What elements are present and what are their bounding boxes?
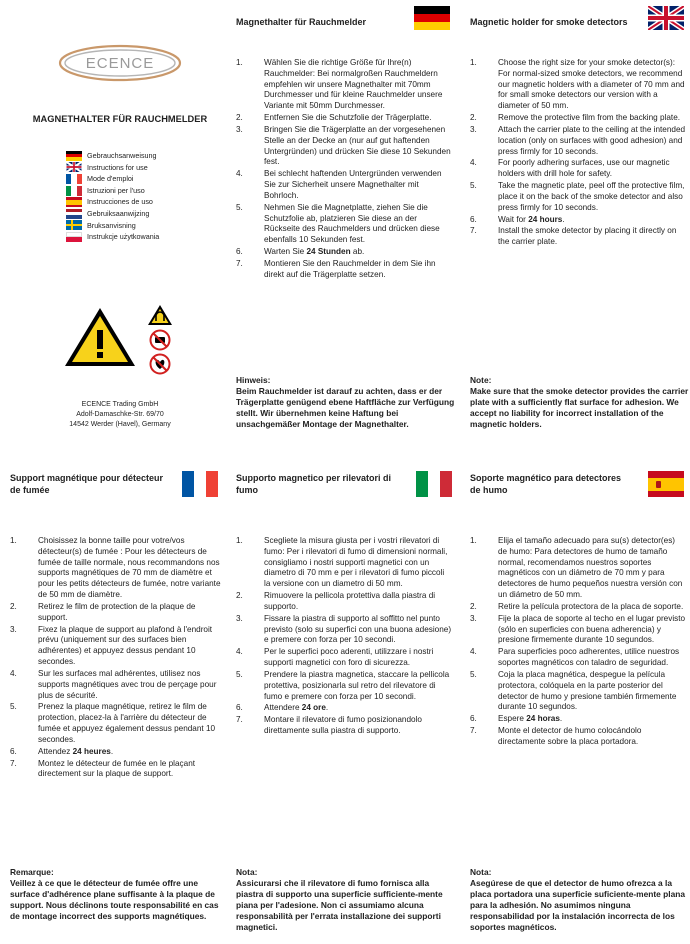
it-step-5: [236, 670, 452, 702]
uk-flag-icon: [648, 6, 684, 30]
language-label: Bruksanvisning: [87, 220, 136, 230]
step-text: Para superficies poco adherentes, utilice nuestros soportes magnéticos con taladro de seguridad.: [498, 647, 680, 668]
fr-step-2: [10, 602, 226, 624]
es-note-text: Asegúrese de que el detector de humo ofrezca a la placa portadora una superficie suficiente-mente plana para la adhesión. No asumimos ninguna responsabilidad por la instalación incorrecta de los soportes magnéticos.: [470, 878, 686, 933]
step-text: Entfernen Sie die Schutzfolie der Trägerplatte.: [264, 113, 432, 123]
step-number: 2.: [470, 113, 477, 123]
step-number: 2.: [10, 601, 17, 611]
uk-flag-icon: [66, 162, 82, 172]
german-flag-icon: [414, 6, 450, 30]
company-city: 14542 Werder (Havel), Germany: [69, 421, 171, 429]
es-step-3: [470, 614, 686, 646]
fr-step-5: [10, 702, 226, 745]
step-text: Montieren Sie den Rauchmelder in dem Sie ihn direkt auf die Trägerplatte setzen.: [264, 258, 436, 279]
fr-note-label: Remarque:: [10, 867, 54, 877]
step-text: Choisissez la bonne taille pour votre/vos détecteur(s) de fumée : Pour les détecteurs de fumée de taille normale, nous recommandons nos supports magnétiques de 70 mm de diamètre et pour les petits détecteurs de fumée, notre variante de 50 mm de diamètre.: [38, 536, 221, 600]
it-step-1: [236, 536, 452, 590]
step-text-post: .: [325, 703, 329, 713]
product-heading: MAGNETHALTER FÜR RAUCHMELDER: [32, 114, 208, 124]
step-number: 2.: [470, 601, 477, 611]
step-number: 7.: [10, 758, 17, 768]
fr-step-6: [10, 747, 226, 758]
step-number: 6.: [236, 703, 243, 713]
step-number: 1.: [10, 536, 17, 545]
fr-title: Support magnétique pour détecteur de fumée: [10, 473, 164, 495]
de-note-text: Beim Rauchmelder ist darauf zu achten, dass er der Trägerplatte genügend ebene Haftfläche zur Verfügung stellt. Wir übernehmen keine Haftung bei unsachgemäßer Montage der Magnethalter.: [236, 386, 455, 430]
step-text: Prenez la plaque magnétique, retirez le film de protection, placez-la à l'arrière du détecteur de fumée et appuyez également dessus pendant 10 secondes.: [38, 702, 216, 744]
ecence-logo: [58, 44, 182, 82]
en-note-label: Note:: [470, 375, 492, 385]
no-pacemaker-icon: [149, 329, 171, 351]
no-implant-icon: [149, 353, 171, 375]
step-text: Bei schlecht haftenden Untergründen verwenden Sie zur Sicherheit unsere Magnethalter mit Bohrloch.: [264, 169, 442, 200]
step-text: Per le superfici poco aderenti, utilizzare i nostri supporti magnetici con foro di sicurezza.: [264, 647, 434, 668]
en-steps-list: [470, 58, 686, 249]
es-step-2: [470, 602, 686, 613]
step-number: 4.: [470, 647, 477, 657]
es-step-6: [470, 714, 686, 725]
language-item-it: [66, 185, 216, 197]
es-step-5: [470, 670, 686, 713]
it-steps-list: [236, 536, 452, 738]
language-item-gb: [66, 162, 216, 174]
magnet-field-icon: [147, 304, 173, 326]
step-number: 3.: [236, 124, 243, 134]
es-note-label: Nota:: [470, 867, 492, 877]
step-text: Montez le détecteur de fumée en le plaçant directement sur la plaque de support.: [38, 758, 196, 779]
de-step-7: [236, 259, 452, 281]
language-label: Instructions for use: [87, 162, 148, 172]
step-number: 2.: [236, 591, 243, 601]
step-text: Monte el detector de humo colocándolo directamente sobre la placa portadora.: [498, 726, 642, 746]
step-number: 7.: [470, 726, 477, 736]
step-number: 6.: [470, 714, 477, 724]
it-note: [236, 867, 456, 934]
step-text-bold: 24 horas: [526, 714, 560, 724]
step-text: Fixez la plaque de support au plafond à l'endroit prévu (uniquement sur des surfaces bien adhérentes) et appuyez dessus pendant 10 secondes.: [38, 624, 213, 667]
italian-flag-icon: [66, 186, 82, 196]
en-step-4: [470, 158, 686, 180]
french-flag-icon: [182, 471, 218, 497]
polish-flag-icon: [66, 232, 82, 242]
step-number: 5.: [236, 202, 243, 212]
it-step-2: [236, 591, 452, 613]
fr-step-1: [10, 536, 226, 601]
step-text: Scegliete la misura giusta per i vostri rilevatori di fumo: Per i rilevatori di fumo di dimensioni normali, consigliamo i nostri supporti magnetici con un diametro di 70 mm e per i rilevatori di fumo piccoli la versione con un diametro di 50 mm.: [264, 536, 448, 589]
language-item-es: [66, 196, 216, 208]
step-number: 2.: [236, 113, 243, 123]
step-text: Sur les surfaces mal adhérentes, utilisez nos supports magnétiques avec trou de perçage pour plus de sécurité.: [38, 668, 217, 700]
it-step-6: [236, 703, 452, 714]
it-step-3: [236, 614, 452, 646]
step-text: Fije la placa de soporte al techo en el lugar previsto (sólo en superficies con buena adherencia) y presione firmemente durante 10 segundos.: [498, 613, 686, 645]
step-text: Take the magnetic plate, peel off the protective film, place it on the back of the smoke detector and also press firmly for 10 seconds.: [498, 181, 685, 212]
step-text: Fissare la piastra di supporto al soffitto nel punto previsto (solo su superfici con una buona adesione) e premere con forza per 10 secondi.: [264, 613, 452, 645]
spanish-flag-icon: [66, 197, 82, 207]
logo-text: ECENCE: [85, 55, 155, 72]
step-number: 4.: [470, 158, 477, 168]
italian-flag-icon: [416, 471, 452, 497]
step-number: 6.: [470, 214, 477, 224]
de-step-5: [236, 203, 452, 246]
step-text-bold: 24 heures: [72, 746, 111, 756]
es-step-7: [470, 726, 686, 748]
step-number: 5.: [10, 702, 17, 712]
step-number: 4.: [236, 169, 243, 179]
step-number: 6.: [10, 746, 17, 756]
company-name: ECENCE Trading GmbH: [81, 401, 159, 408]
fr-steps-list: [10, 536, 226, 781]
step-number: 4.: [236, 647, 243, 657]
german-flag-icon: [66, 151, 82, 161]
es-step-1: [470, 536, 686, 601]
fr-note: [10, 867, 230, 922]
en-step-7: [470, 226, 686, 248]
language-list: [66, 150, 216, 243]
step-number: 4.: [10, 668, 17, 678]
language-label: Gebruiksaanwijzing: [87, 209, 150, 219]
step-text: Rimuovere la pellicola protettiva dalla piastra di supporto.: [264, 591, 436, 611]
fr-step-4: [10, 669, 226, 701]
step-number: 1.: [470, 536, 477, 545]
en-step-6: [470, 215, 686, 226]
step-text-post: .: [110, 746, 114, 756]
en-note-text: Make sure that the smoke detector provides the carrier plate with a sufficiently flat surface for adhesion. We accept no liability for incorrect installation of the magnetic holders.: [470, 386, 689, 430]
de-note: [236, 375, 456, 430]
step-text-pre: Attendez: [38, 746, 73, 756]
step-number: 3.: [470, 124, 477, 134]
language-label: Gebrauchsanweisung: [87, 151, 157, 161]
step-text: Retirez le film de protection de la plaque de support.: [38, 601, 196, 622]
step-text: Coja la placa magnética, despegue la película protectora, colóquela en la parte posterior del detector de humo y presione también firmemente durante 10 segundos.: [498, 669, 677, 712]
language-item-pl: [66, 231, 216, 243]
step-text-post: ab.: [350, 247, 365, 257]
language-label: Mode d'emploi: [87, 174, 134, 184]
company-address: [40, 400, 200, 430]
it-title: Supporto magnetico per rilevatori di fumo: [236, 473, 392, 495]
step-text: Elija el tamaño adecuado para su(s) detector(es) de humo: Para detectores de humo de tamaño normal, recomendamos nuestros soportes magnéticos con un diámetro de 70 mm y para detectores de humo pequeños nuestra versión con un diámetro de 50 mm.: [498, 536, 683, 600]
step-text-bold: 24 Stunden: [306, 247, 351, 257]
warning-triangle-icon: [62, 305, 138, 369]
de-step-6: [236, 247, 452, 258]
step-text: Prendere la piastra magnetica, staccare la pellicola protettiva, posizionarla sul retro del rilevatore di fumo e premere con forza per 10 secondi.: [264, 669, 450, 701]
es-title: Soporte magnético para detectores de humo: [470, 473, 622, 495]
en-note: [470, 375, 690, 430]
language-item-se: [66, 220, 216, 232]
step-text-bold: 24 ore: [301, 703, 326, 713]
step-text: Install the smoke detector by placing it directly on the carrier plate.: [498, 226, 677, 247]
french-flag-icon: [66, 174, 82, 184]
step-number: 6.: [236, 247, 243, 257]
step-number: 1.: [470, 58, 477, 67]
language-label: Instrucciones de uso: [87, 197, 153, 207]
step-text-bold: 24 hours: [528, 214, 563, 224]
de-title: Magnethalter für Rauchmelder: [236, 17, 367, 27]
it-step-7: [236, 715, 452, 737]
step-text: Retire la película protectora de la placa de soporte.: [498, 601, 684, 611]
step-number: 3.: [470, 613, 477, 623]
it-step-4: [236, 647, 452, 669]
step-text-pre: Espere: [498, 714, 527, 724]
step-text: Wählen Sie die richtige Größe für Ihre(n) Rauchmelder: Bei normalgroßen Rauchmeldern empfehlen wir unsere Magnethalter mit 70mm Durchmesser und für kleine Rauchmelder unsere Variante mit 50mm Durchmesser.: [264, 58, 443, 111]
it-note-label: Nota:: [236, 867, 258, 877]
de-step-3: [236, 125, 452, 168]
es-step-4: [470, 647, 686, 669]
step-number: 3.: [10, 624, 17, 634]
de-step-2: [236, 113, 452, 124]
swedish-flag-icon: [66, 220, 82, 230]
de-step-1: [236, 58, 452, 112]
language-item-fr: [66, 173, 216, 185]
language-item-nl: [66, 208, 216, 220]
step-text-pre: Attendere: [264, 703, 302, 713]
en-step-5: [470, 181, 686, 213]
en-step-1: [470, 58, 686, 112]
en-step-3: [470, 125, 686, 157]
spanish-flag-icon: [648, 471, 684, 497]
step-number: 5.: [236, 669, 243, 679]
step-text-post: .: [562, 214, 565, 224]
step-text: Bringen Sie die Trägerplatte an der vorgesehenen Stelle an der Decke an (nur auf gut haftenden Untergründen) und drücken Sie diese 10 Sekunden fest.: [264, 124, 451, 167]
step-text: Montare il rilevatore di fumo posizionandolo direttamente sulla piastra di supporto.: [264, 715, 422, 736]
step-number: 7.: [236, 715, 243, 725]
fr-step-7: [10, 759, 226, 781]
step-number: 5.: [470, 181, 477, 191]
language-label: Istruzioni per l'uso: [87, 185, 145, 195]
step-text-post: .: [559, 714, 563, 724]
step-number: 3.: [236, 613, 243, 623]
step-text: Remove the protective film from the backing plate.: [498, 113, 681, 123]
es-steps-list: [470, 536, 686, 749]
de-step-4: [236, 169, 452, 201]
de-steps-list: [236, 58, 452, 282]
language-item-de: [66, 150, 216, 162]
step-text: Choose the right size for your smoke detector(s): For normal-sized smoke detectors, we recommend our magnetic holders with a diameter of 70 mm and for small smoke detectors our version with a diameter of 50 mm.: [498, 58, 685, 111]
step-text: For poorly adhering surfaces, use our magnetic holders with drill hole for safety.: [498, 158, 670, 179]
language-label: Instrukcje użytkowania: [87, 232, 160, 242]
step-number: 1.: [236, 58, 243, 67]
step-number: 1.: [236, 536, 243, 545]
step-text: Nehmen Sie die Magnetplatte, ziehen Sie die Schutzfolie ab, platzieren Sie diese an der Rückseite des Rauchmelders und drücken diese ebenfalls 10 Sekunden fest.: [264, 202, 440, 245]
step-text: Attach the carrier plate to the ceiling at the intended location (only on surfaces with good adhesion) and press firmly for 10 seconds.: [498, 124, 686, 156]
fr-note-text: Veillez à ce que le détecteur de fumée offre une surface d'adhérence plane suffisante à la plaque de support. Nous déclinons toute responsabilité en cas de montage incorrect des supports magnétiques.: [10, 878, 219, 922]
step-number: 5.: [470, 669, 477, 679]
en-step-2: [470, 113, 686, 124]
de-note-label: Hinweis:: [236, 375, 271, 385]
fr-step-3: [10, 625, 226, 668]
step-number: 7.: [236, 258, 243, 268]
step-number: 7.: [470, 226, 477, 236]
it-note-text: Assicurarsi che il rilevatore di fumo fornisca alla piastra di supporto una superficie sufficiente-mente piana per l'adesione. Non ci assumiamo alcuna responsabilità per l'errata installazione dei supporti magnetici.: [236, 878, 443, 933]
es-note: [470, 867, 690, 934]
step-text-pre: Warten Sie: [264, 247, 307, 257]
step-text-pre: Wait for: [498, 214, 529, 224]
en-title: Magnetic holder for smoke detectors: [470, 17, 628, 27]
dutch-flag-icon: [66, 209, 82, 219]
company-street: Adolf-Damaschke-Str. 69/70: [76, 411, 164, 419]
